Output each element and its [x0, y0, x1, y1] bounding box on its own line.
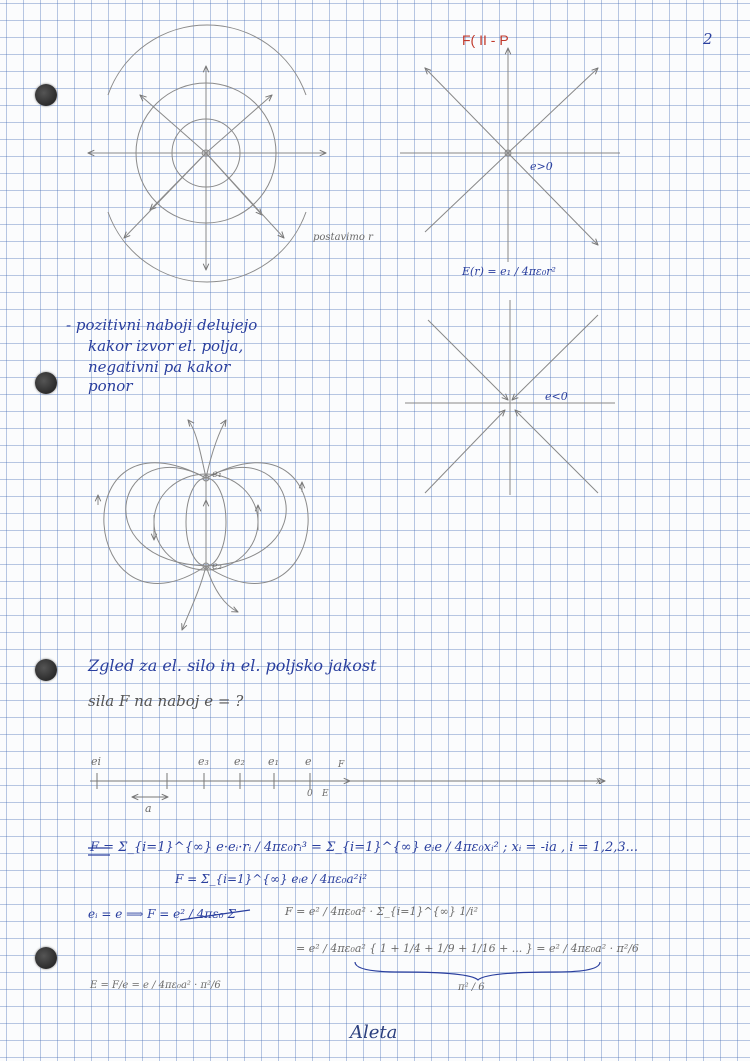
section-subtitle: sila F na naboj e = ? — [88, 692, 244, 710]
note-line-2: kakor izvor el. polja, — [88, 337, 244, 355]
section-title: Zgled za el. silo in el. poljsko jakost — [88, 656, 377, 675]
label-postavimo: postavimo r — [313, 232, 373, 243]
brand-logo: Aleta — [350, 1022, 398, 1043]
field-graph-negative — [405, 300, 615, 495]
axis-label-e: e — [305, 755, 312, 768]
dipole-field-diagram — [98, 420, 308, 630]
axis-label-e1: e₁ — [268, 755, 279, 768]
note-line-4: ponor — [88, 377, 133, 395]
radial-field-diagram — [88, 25, 326, 282]
dipole-label-bottom: e₂ — [212, 561, 222, 572]
equation-1: F = Σ_{i=1}^{∞} e·eᵢ·rᵢ / 4πε₀rᵢ³ = Σ_{i=1}^{∞} eᵢe / 4πε₀xᵢ² ; xᵢ = -ia , i = 1,2,3... — [90, 840, 639, 855]
note-line-3: negativni pa kakor — [88, 358, 231, 376]
equation-3-left: eᵢ = e ⟹ F = e² / 4πε₀ Σ — [88, 907, 236, 921]
axis-label-F: F — [338, 760, 345, 770]
equation-4: = e² / 4πε₀a² { 1 + 1/4 + 1/9 + 1/16 + ... } = e² / 4πε₀a² · π²/6 — [296, 942, 639, 955]
equation-5: E = F/e = e / 4πε₀a² · π²/6 — [90, 980, 221, 991]
charge-axis — [90, 773, 605, 797]
axis-label-e2: e₂ — [234, 755, 245, 768]
page-number: 2 — [703, 30, 713, 48]
axis-label-e3: e₃ — [198, 755, 209, 768]
header-formula: F( II - P — [462, 32, 509, 48]
axis-label-origin: 0 — [307, 789, 313, 799]
note-line-1: - pozitivni naboji delujejo — [66, 316, 258, 334]
axis-label-a: a — [145, 802, 152, 815]
equation-2: F = Σ_{i=1}^{∞} eᵢe / 4πε₀a²i² — [175, 872, 368, 886]
axis-label-ei: ei — [91, 755, 102, 768]
axis-label-x: x — [596, 776, 602, 787]
dipole-label-top: e₁ — [212, 469, 222, 480]
label-field-formula: E(r) = e₁ / 4πε₀r² — [462, 265, 556, 278]
brace-label: π² / 6 — [458, 982, 485, 993]
axis-label-E: E — [322, 789, 329, 799]
equation-3-right: F = e² / 4πε₀a² · Σ_{i=1}^{∞} 1/i² — [285, 905, 478, 918]
field-graph-positive — [400, 48, 620, 262]
label-e-negative: e<0 — [545, 390, 568, 403]
label-e-positive: e>0 — [530, 160, 553, 173]
